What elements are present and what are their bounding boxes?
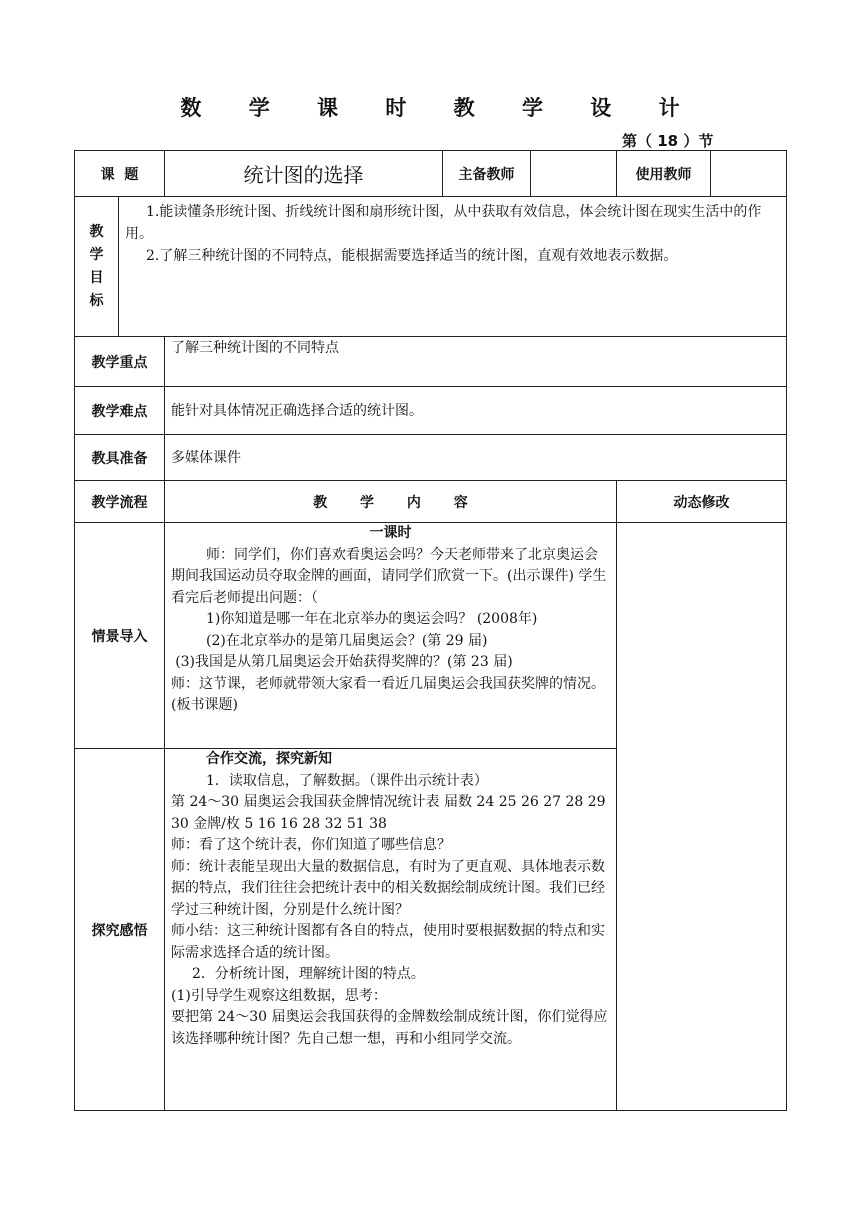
- goals-text: [119, 197, 787, 337]
- lesson-number: 第（ 18 ）节: [622, 132, 714, 150]
- content-line: 师：同学们，你们喜欢看奥运会吗？今天老师带来了北京奥运会期间我国运动员夺取金牌的画面，请同学们欣赏一下。(出示课件) 学生看完后老师提出问题：（: [171, 546, 607, 606]
- topic-value: 统计图的选择: [165, 151, 443, 197]
- goal-item: 1.能读懂条形统计图、折线统计图和扇形统计图，从中获取有效信息，体会统计图在现实生活中的作用。: [125, 204, 762, 242]
- materials-text: 多媒体课件: [165, 435, 787, 481]
- user-teacher-label: 使用教师: [617, 151, 711, 197]
- header-row: [75, 151, 787, 197]
- section-heading: 合作交流，探究新知: [206, 751, 332, 767]
- flow-header-row: [75, 481, 787, 523]
- lesson-plan-table: [74, 150, 787, 1111]
- difficulty-text: 能针对具体情况正确选择合适的统计图。: [165, 387, 787, 435]
- flow-revision-label: 动态修改: [617, 481, 787, 523]
- section-heading: 一课时: [369, 525, 412, 541]
- content-line: 师：看了这个统计表，你们知道了哪些信息？: [171, 837, 451, 853]
- content-line: 要把第 24～30 届奥运会我国获得的金牌数绘制成统计图，你们觉得应该选择哪种统计图？先自己想一想，再和小组同学交流。: [171, 1009, 608, 1047]
- section-explore-label: 探究感悟: [75, 749, 165, 1111]
- key-point-row: [75, 337, 787, 387]
- difficulty-label: 教学难点: [75, 387, 165, 435]
- content-line: 1．读取信息，了解数据。（课件出示统计表）: [206, 772, 488, 789]
- section-intro-row: [75, 523, 787, 749]
- content-line: 2．分析统计图，理解统计图的特点。: [192, 966, 425, 982]
- content-line: 师：这节课，老师就带领大家看一看近几届奥运会我国获奖牌的情况。(板书课题): [171, 675, 605, 713]
- key-point-label: 教学重点: [75, 337, 165, 387]
- flow-process-label: 教学流程: [75, 481, 165, 523]
- lead-teacher-label: 主备教师: [443, 151, 531, 197]
- section-explore-content: [165, 749, 617, 1111]
- goals-label: 教 学 目 标: [75, 197, 119, 337]
- content-line: 第 24～30 届奥运会我国获金牌情况统计表 届数 24 25 26 27 28 29 30 金牌/枚 5 16 16 28 32 51 38: [171, 794, 606, 832]
- content-line: 1)你知道是哪一年在北京举办的奥运会吗？ (2008年): [206, 611, 538, 627]
- difficulty-row: [75, 387, 787, 435]
- content-line: 师：统计表能呈现出大量的数据信息，有时为了更直观、具体地表示数据的特点，我们往往会把统计表中的相关数据绘制成统计图。我们已经学过三种统计图，分别是什么统计图？: [171, 858, 605, 918]
- key-point-text: 了解三种统计图的不同特点: [165, 337, 787, 387]
- materials-label: 教具准备: [75, 435, 165, 481]
- revision-cell: [617, 523, 787, 1111]
- materials-row: [75, 435, 787, 481]
- content-line: 师小结：这三种统计图都有各自的特点，使用时要根据数据的特点和实际需求选择合适的统计图。: [171, 923, 605, 961]
- topic-label: 课 题: [75, 151, 165, 197]
- flow-content-label: 教 学 内 容: [165, 481, 617, 523]
- section-intro-content: [165, 523, 617, 749]
- content-line: (2)在北京举办的是第几届奥运会？(第 29 届): [206, 632, 488, 649]
- page-title: 数 学 课 时 教 学 设 计: [180, 96, 700, 120]
- goal-item: 2.了解三种统计图的不同特点，能根据需要选择适当的统计图，直观有效地表示数据。: [146, 248, 678, 264]
- content-line: (1)引导学生观察这组数据，思考：: [171, 987, 387, 1004]
- section-intro-label: 情景导入: [75, 523, 165, 749]
- content-line: (3)我国是从第几届奥运会开始获得奖牌的？(第 23 届): [175, 654, 513, 670]
- user-teacher-value: [711, 151, 787, 197]
- goals-row: [75, 197, 787, 337]
- lead-teacher-value: [531, 151, 617, 197]
